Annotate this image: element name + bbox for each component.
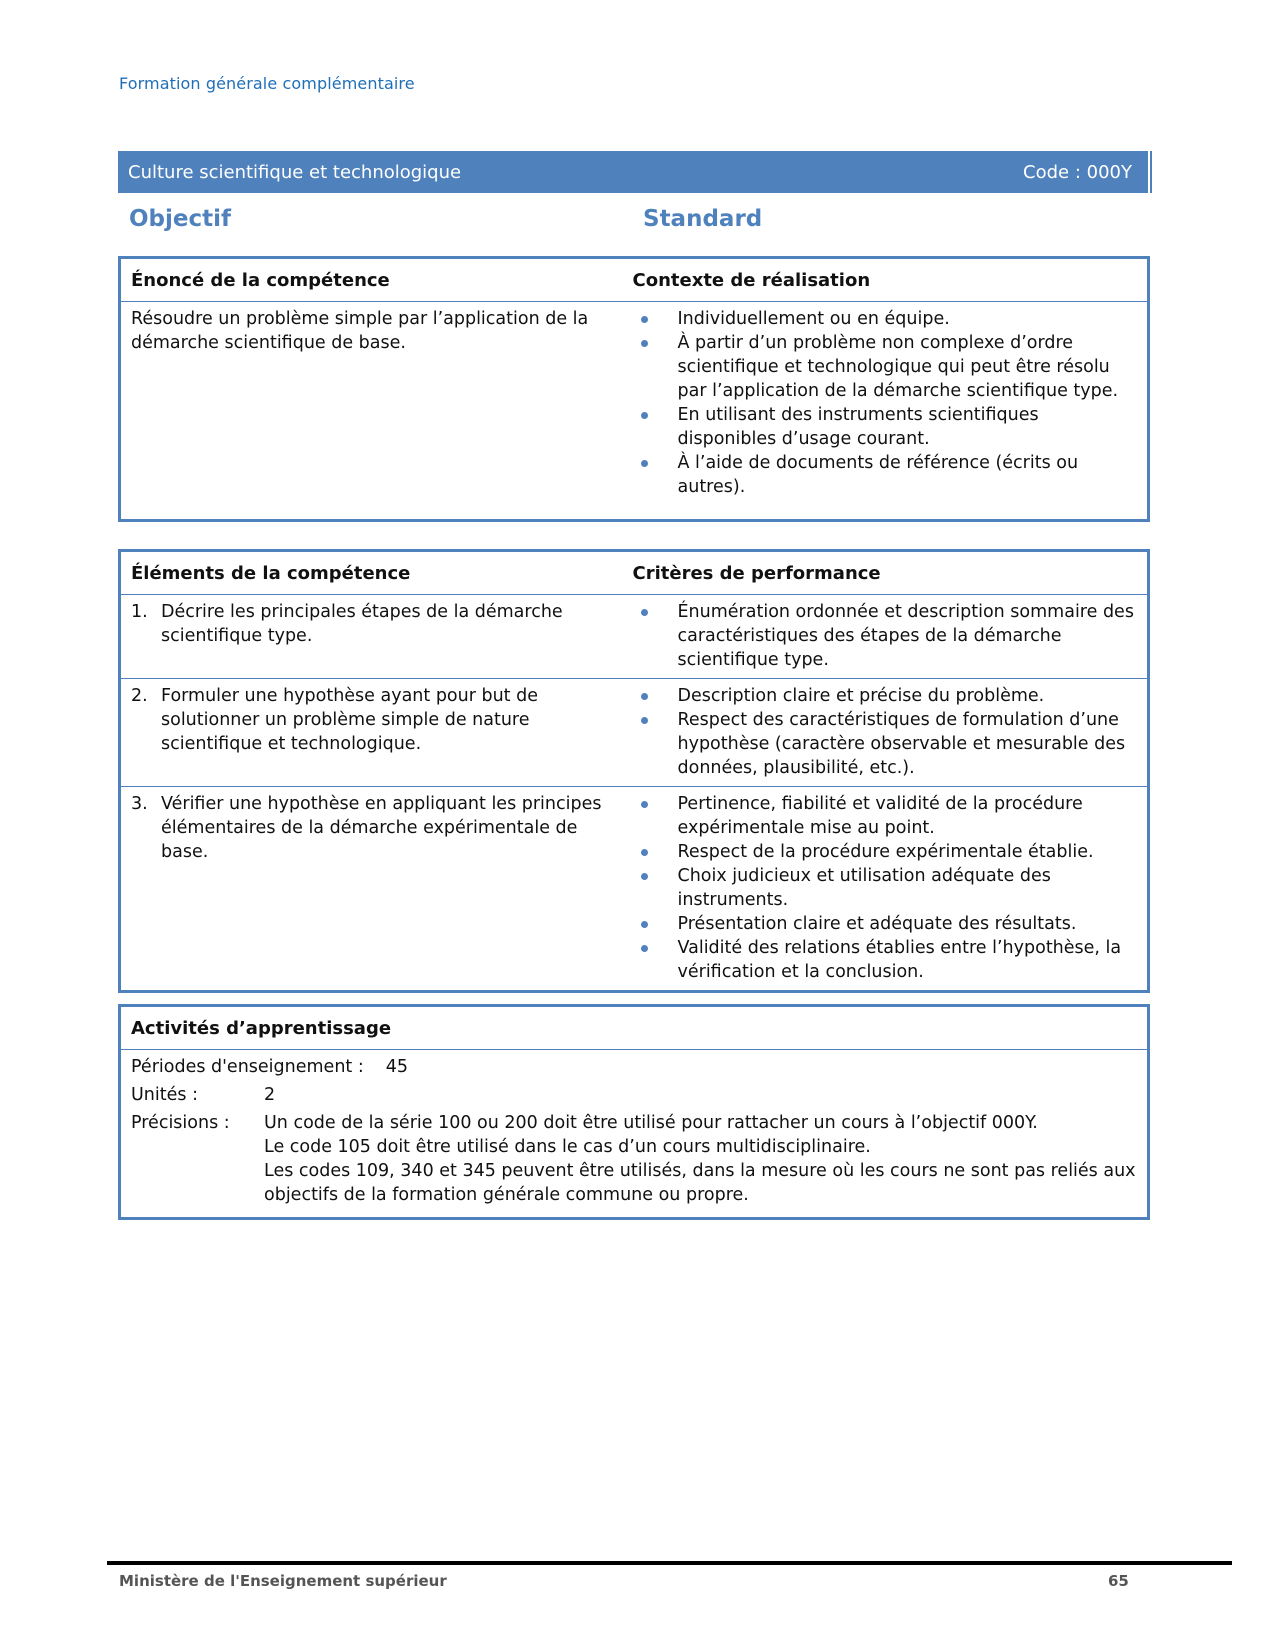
bullet-icon [641,945,648,952]
list-item [633,936,1138,984]
element-cell [120,787,623,992]
course-code: Code : 000Y [1023,161,1132,183]
precisions-text [264,1111,1137,1207]
list-item-text: À l’aide de documents de référence (écrits ou autres). [677,453,1079,497]
precisions-label: Précisions : [131,1113,230,1133]
course-title: Culture scientifique et technologique [128,161,462,183]
periodes-row [131,1055,1137,1079]
enonce-header: Énoncé de la compétence [120,258,623,302]
bullet-icon [641,717,648,724]
activites-table [118,1004,1150,1220]
list-item [633,451,1138,499]
precision-line: Le code 105 doit être utilisé dans le cas d’un cours multidisciplinaire. [264,1137,871,1157]
activites-header: Activités d’apprentissage [120,1006,1149,1050]
criteres-cell [623,787,1149,992]
bullet-icon [641,849,648,856]
list-item-text: En utilisant des instruments scientifiques disponibles d’usage courant. [677,405,1039,449]
list-item-text: Pertinence, fiabilité et validité de la procédure expérimentale mise au point. [677,794,1083,838]
list-item [633,403,1138,451]
contexte-cell [623,302,1149,521]
list-item [633,331,1138,403]
list-item [633,912,1138,936]
bullet-icon [641,921,648,928]
bullet-icon [641,801,648,808]
objectif-label: Objectif [129,206,232,232]
list-item-text: Énumération ordonnée et description sommaire des caractéristiques des étapes de la démarche scientifique type. [677,602,1134,670]
criteres-cell [623,679,1149,787]
criteres-header: Critères de performance [623,551,1149,595]
unites-row [131,1083,1137,1107]
contexte-header: Contexte de réalisation [623,258,1149,302]
list-item-text: Respect de la procédure expérimentale établie. [677,842,1094,862]
list-item [633,840,1138,864]
running-head: Formation générale complémentaire [119,74,415,93]
list-item-text: Description claire et précise du problème. [677,686,1045,706]
enonce-cell: Résoudre un problème simple par l’application de la démarche scientifique de base. [131,309,589,353]
contexte-list [633,307,1138,499]
bullet-icon [641,340,648,347]
list-item-text: Choix judicieux et utilisation adéquate des instruments. [677,866,1051,910]
criteres-cell [623,595,1149,679]
list-item-text: Respect des caractéristiques de formulation d’une hypothèse (caractère observable et mesurable des données, plausibilité, etc.). [677,710,1126,778]
list-item [633,684,1138,708]
element-cell [120,679,623,787]
element-text: Vérifier une hypothèse en appliquant les principes élémentaires de la démarche expérimentale de base. [161,794,602,862]
standard-label: Standard [643,206,763,232]
list-item-text: Présentation claire et adéquate des résultats. [677,914,1077,934]
bullet-icon [641,460,648,467]
section-labels [118,206,1150,240]
element-number: 2. [131,686,148,706]
elements-header: Éléments de la compétence [120,551,623,595]
bullet-icon [641,412,648,419]
unites-value: 2 [264,1085,276,1105]
table-row [120,787,1149,992]
bullet-icon [641,873,648,880]
list-item [633,307,1138,331]
list-item [633,708,1138,780]
precision-line: Un code de la série 100 ou 200 doit être utilisé pour rattacher un cours à l’objectif 000Y. [264,1113,1038,1133]
table-row [120,595,1149,679]
element-text: Décrire les principales étapes de la démarche scientifique type. [161,602,563,646]
course-title-bar [118,151,1150,193]
footer-publisher: Ministère de l'Enseignement supérieur [119,1572,447,1590]
list-item-text: Individuellement ou en équipe. [677,309,950,329]
element-number: 3. [131,794,148,814]
page-number: 65 [1108,1572,1129,1590]
activites-body [120,1050,1149,1219]
element-text: Formuler une hypothèse ayant pour but de solutionner un problème simple de nature scientifique et technologique. [161,686,538,754]
unites-label: Unités : [131,1085,198,1105]
list-item [633,864,1138,912]
precision-line: Les codes 109, 340 et 345 peuvent être utilisés, dans la mesure où les cours ne sont pas reliés aux objectifs de la formation générale commune ou propre. [264,1161,1136,1205]
table-row [120,679,1149,787]
list-item-text: À partir d’un problème non complexe d’ordre scientifique et technologique qui peut être résolu par l’application de la démarche scientifique type. [677,333,1119,401]
list-item [633,792,1138,840]
elements-table [118,549,1150,993]
bullet-icon [641,316,648,323]
list-item-text: Validité des relations établies entre l’hypothèse, la vérification et la conclusion. [677,938,1122,982]
footer-rule [107,1561,1232,1565]
bullet-icon [641,609,648,616]
element-number: 1. [131,602,148,622]
periodes-label: Périodes d'enseignement : [131,1057,364,1077]
periodes-value: 45 [385,1057,409,1077]
competence-table [118,256,1150,522]
element-cell [120,595,623,679]
bullet-icon [641,693,648,700]
list-item [633,600,1138,672]
precisions-row [131,1111,1137,1207]
